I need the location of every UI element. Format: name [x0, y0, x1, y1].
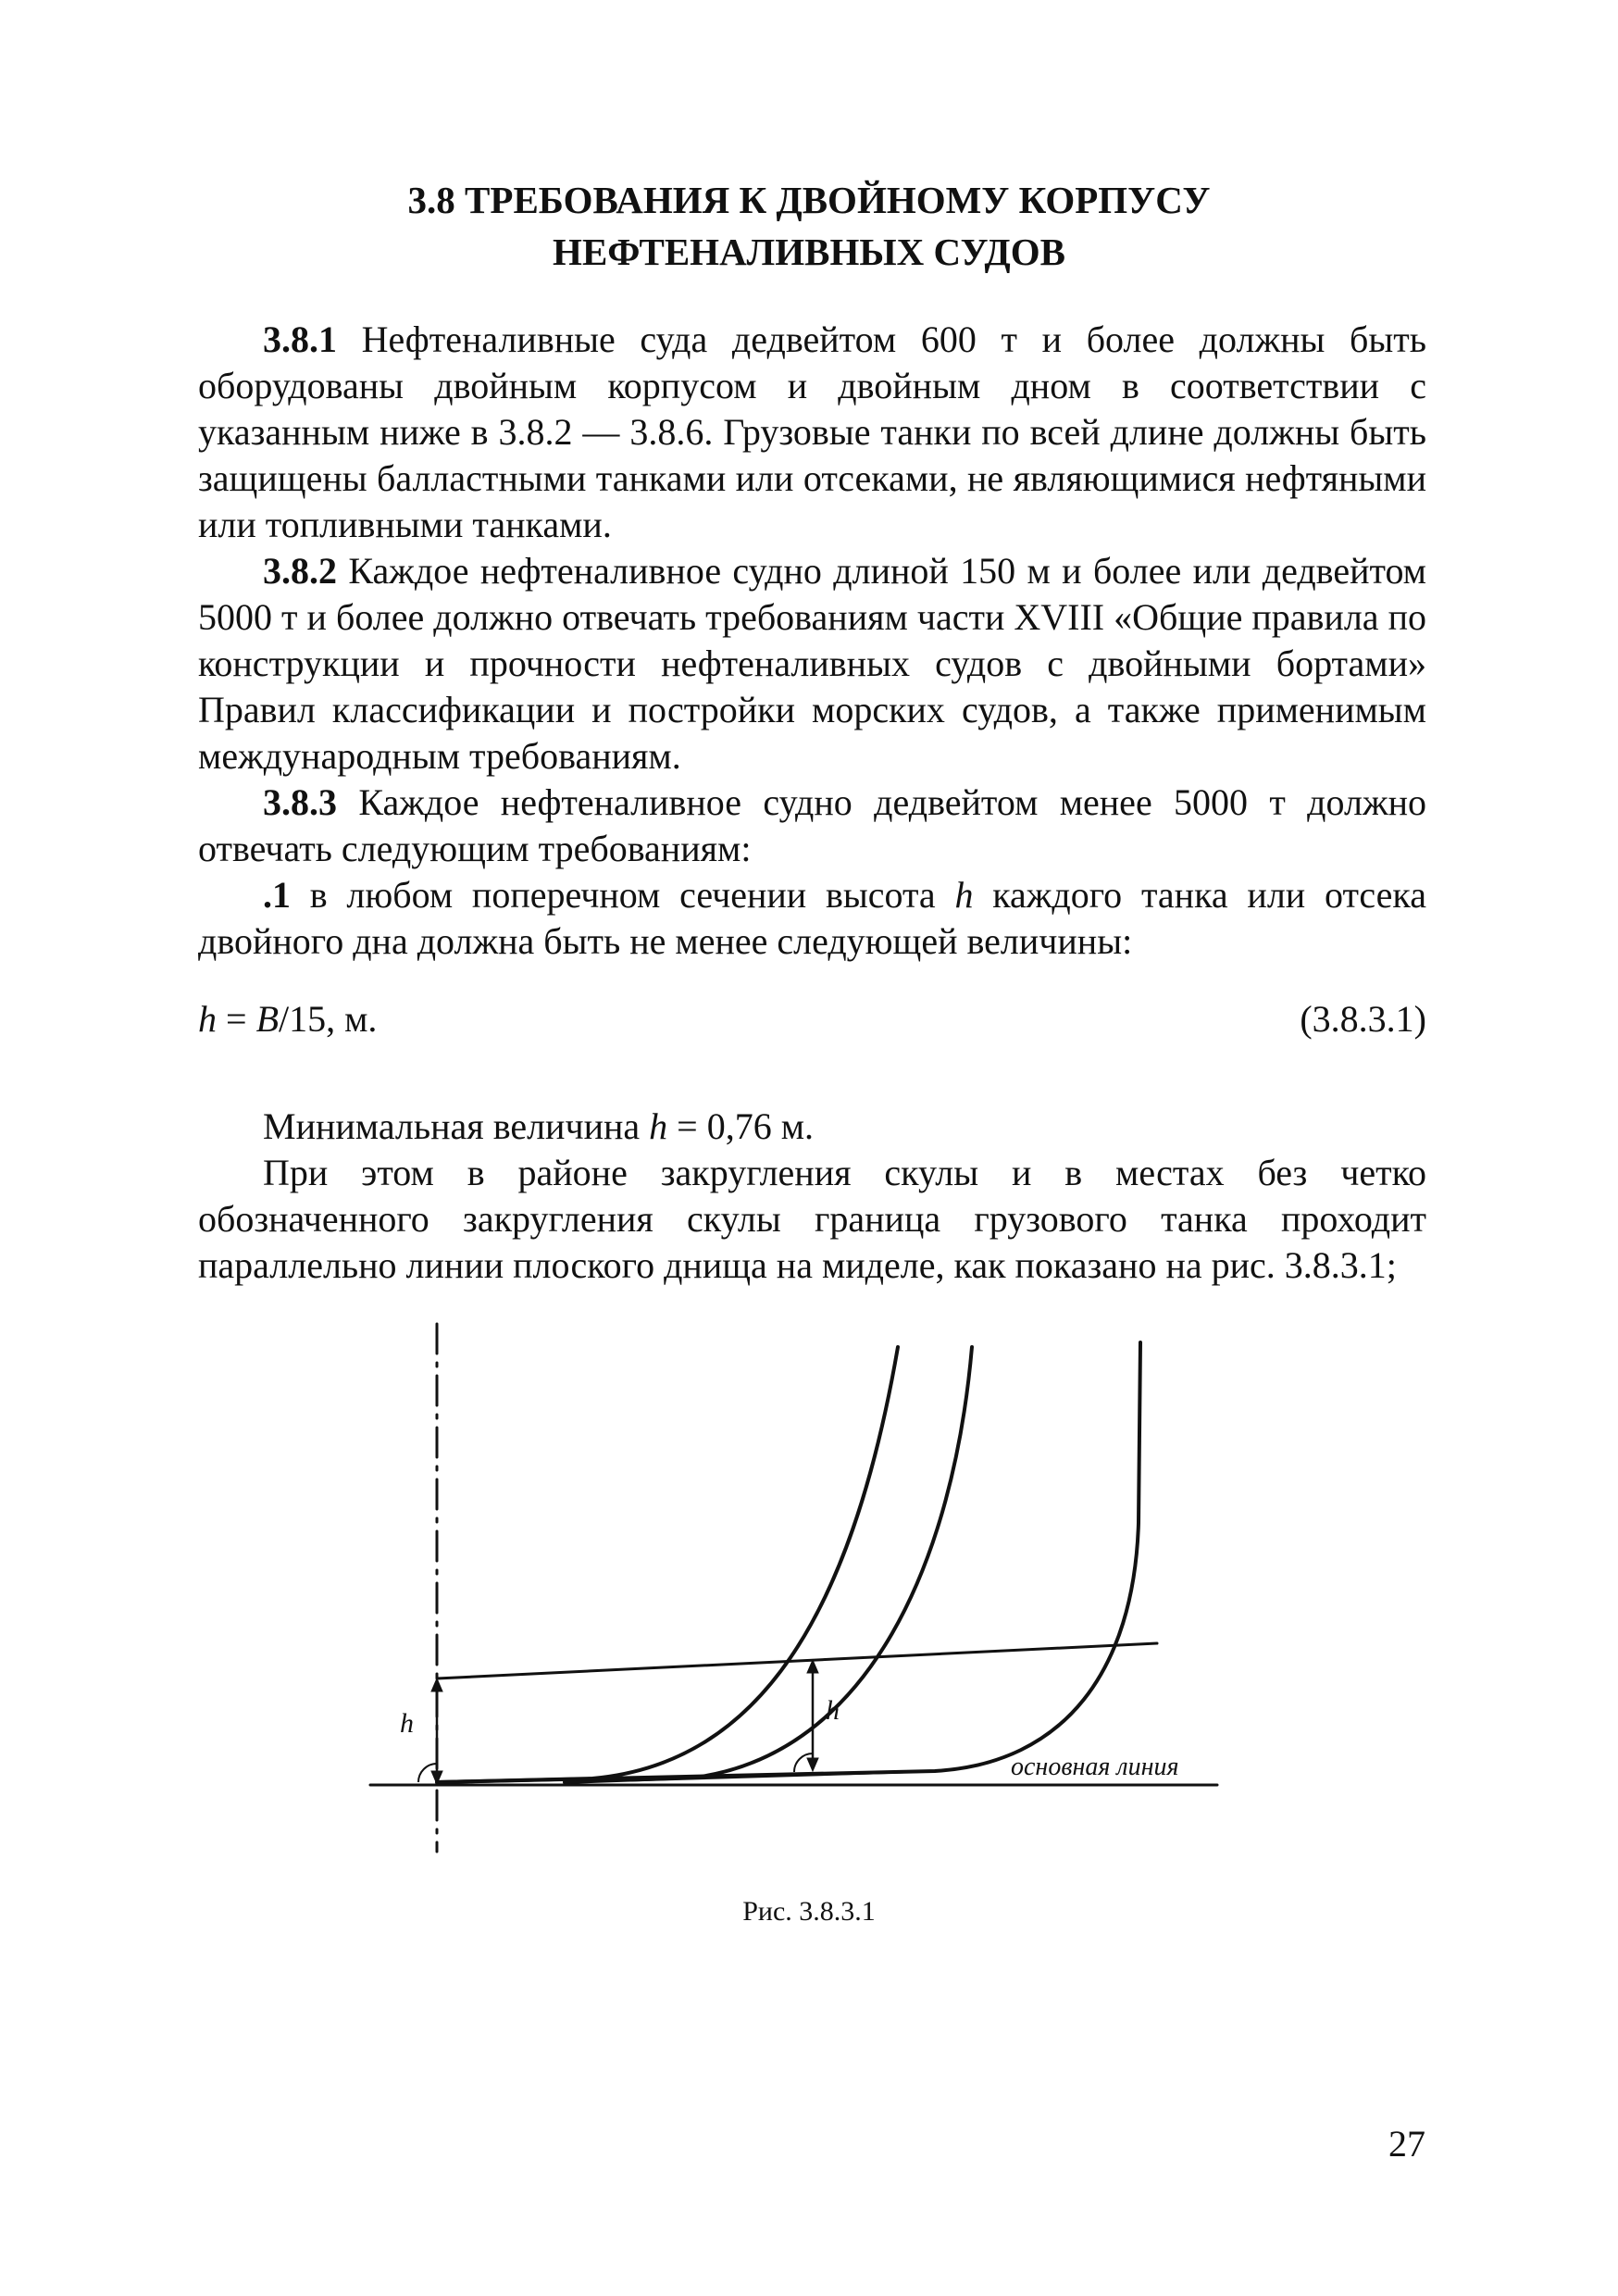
formula-3-8-3-1 [198, 996, 1426, 1042]
paragraph-3-8-3 [198, 780, 1426, 872]
minimum-value-line [198, 1104, 1426, 1150]
formula-rhs: B [255, 998, 279, 1040]
frame-curve-2 [565, 1347, 972, 1782]
min-text-b: = 0,76 м. [667, 1105, 815, 1147]
item-text-b: каждого танка или отсека двойного дна должна быть не менее следующей величины: [198, 874, 1426, 962]
formula-rest: /15, м. [279, 998, 378, 1040]
item-text-a: в любом поперечном сечении высота [291, 874, 955, 916]
paragraph-text: Нефтеналивные суда дедвейтом 600 т и более должны быть оборудованы двойным корпусом и двойным дном в соответствии с указанным ниже в 3.8.2 — 3.8.6. Грузовые танки по всей длине должны быть защищены балластными танками или отсеками, не являющимися нефтяными или топливными танками. [198, 318, 1426, 545]
figure-caption: Рис. 3.8.3.1 [742, 1896, 876, 1927]
formula-eq: = [217, 998, 256, 1040]
paragraph-bilge: При этом в районе закругления скулы и в местах без четко обозначенного закругления скулы граница грузового танка проходит параллельно линии плоского днища на миделе, как показано на рис. 3.8.3.1; [198, 1152, 1426, 1286]
arrowhead-left-top [431, 1678, 442, 1691]
outer-hull [437, 1342, 1140, 1782]
paragraph-3-8-3-item-1 [198, 872, 1426, 965]
section-heading [0, 174, 1618, 278]
figure-3-8-3-1 [352, 1319, 1231, 1875]
arrowhead-right-top [807, 1660, 818, 1673]
paragraph-3-8-1 [198, 317, 1426, 548]
page-number: 27 [1388, 2123, 1425, 2165]
arrowhead-right-bottom [807, 1758, 818, 1771]
min-text-a: Минимальная величина [263, 1105, 650, 1147]
label-h-right: h [826, 1695, 840, 1726]
formula-lhs: h [198, 998, 217, 1040]
baseline-label: основная линия [1011, 1753, 1179, 1781]
item-number: .1 [263, 874, 291, 916]
paragraph-text: Каждое нефтеналивное судно длиной 150 м и более или дедвейтом 5000 т и более должно отвечать требованиям части XVIII «Общие правила по конструкции и прочности нефтеналивных судов с двойными бортами» Правил классификации и постройки морских судов, а также применимым международным требованиям. [198, 550, 1426, 777]
paragraph-number: 3.8.3 [263, 781, 337, 823]
section-heading-line-2: НЕФТЕНАЛИВНЫХ СУДОВ [553, 231, 1065, 273]
variable-h: h [954, 874, 974, 916]
formula-number: (3.8.3.1) [1300, 998, 1426, 1040]
paragraph-3-8-2 [198, 548, 1426, 780]
paragraph-number: 3.8.1 [263, 318, 337, 360]
paragraph-text: Каждое нефтеналивное судно дедвейтом менее 5000 т должно отвечать следующим требованиям: [198, 781, 1426, 869]
variable-h: h [649, 1105, 668, 1147]
label-h-left: h [400, 1708, 414, 1739]
section-heading-line-1: 3.8 ТРЕБОВАНИЯ К ДВОЙНОМУ КОРПУСУ [407, 179, 1211, 221]
paragraph-number: 3.8.2 [263, 550, 337, 592]
